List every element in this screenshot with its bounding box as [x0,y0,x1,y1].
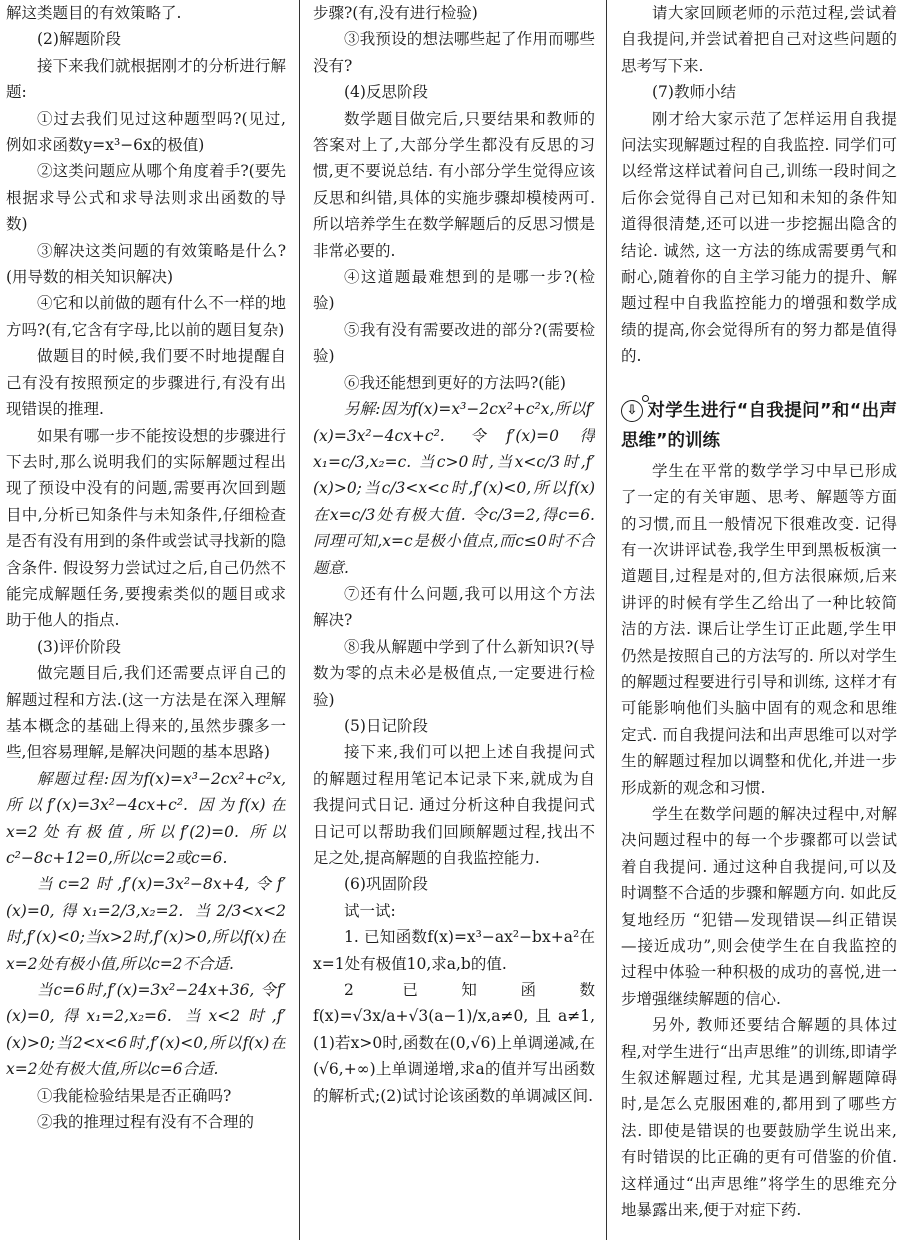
spacer [621,370,897,388]
column-right [621,0,897,1240]
paragraph: 接下来,我们可以把上述自我提问式的解题过程用笔记本记录下来,就成为自我提问式日记. 通过分析这种自我提问式日记可以帮助我们回顾解题过程,找出不足之处,提高解题的自我监控能力. [313,743,595,867]
solution-text: 解题过程:因为f(x)=x³−2cx²+c²x,所以f′(x)=3x²−4cx+c². 因为f(x)在x=2处有极值,所以f′(2)=0. 所以c²−8c+12=0,所以c=2或c=6. [6,769,286,867]
section-heading: (3)评价阶段 [37,637,121,656]
paragraph: 学生在数学问题的解决过程中,对解决问题过程中的每一个步骤都可以尝试着自我提问. 通过这种自我提问,可以及时调整不合适的步骤和解题方向. 如此反复地经历 “犯错—发现错误—纠正错误—接近成功”,则会使学生在自我监控的过程中体验一种积极的成功的喜悦,进一步增强继续解题的信心. [621,804,897,1008]
question-item: ⑦还有什么问题,我可以用这个方法解决? [313,584,595,630]
section-heading: (6)巩固阶段 [344,875,428,894]
paragraph: 刚才给大家示范了怎样运用自我提问法实现解题过程的自我监控. 同学们可以经常这样试着问自己,训练一段时间之后你会觉得自己对已知和未知的条件知道得很清楚,还可以进一步挖掘出隐含的结论. 诚然, 这一方法的练成需要勇气和耐心,随着你的自主学习能力的提升、解题过程中自我监控能力的增强和数学成绩的提高,你会觉得所有的努力都是值得的. [621,109,897,366]
paragraph: 接下来我们就根据刚才的分析进行解题: [6,56,286,102]
question-item: ③我预设的想法哪些起了作用而哪些没有? [313,30,595,75]
section-heading: (7)教师小结 [652,83,736,102]
paragraph: 试一试: [344,901,396,920]
paragraph: 做题目的时候,我们要不时地提醒自己有没有按照预定的步骤进行,有没有出现错误的推理. [6,347,286,419]
article-heading-text: 对学生进行“自我提问”和“出声思维”的训练 [621,400,897,451]
paragraph: 学生在平常的数学学习中早已形成了一定的有关审题、思考、解题等方面的习惯,而且一般情况下很难改变. 记得有一次讲评试卷,我学生甲到黑板板演一道题目,过程是对的,但方法很麻烦,后来讲评的时候有学生乙给出了一种比较简洁的方法. 课后让学生订正此题,学生甲仍然是按照自己的方法写的. 所以对学生的解题过程要进行引导和训练, 这样才有可能影响他们头脑中固有的观念和思维定式. 而自我提问法和出声思维可以对学生的解题过程加以调整和优化,并进一步形成新的观念和习惯. [621,461,897,797]
column-left [6,0,286,1240]
question-item: ⑤我有没有需要改进的部分?(需要检验) [313,320,595,366]
exercise-item: 1. 已知函数f(x)=x³−ax²−bx+a²在x=1处有极值10,求a,b的值. [313,928,595,973]
question-item: ②这类问题应从哪个角度着手?(要先根据求导公式和求导法则求出函数的导数) [6,162,286,234]
section-heading: (4)反思阶段 [344,83,428,102]
solution-text: 当c=2时,f′(x)=3x²−8x+4,令f′(x)=0,得x₁=2/3,x₂=2. 当2/3<x<2时,f′(x)<0;当x>2时,f′(x)>0,所以f(x)在x=2处有极小值,所以c=2不合适. [6,875,286,973]
column-divider [606,0,607,1240]
exercise-item: 2 已知函数f(x)=√3x/a+√3(a−1)/x,a≠0,且a≠1,(1)若x>0时,函数在(0,√6)上单调递减,在(√6,+∞)上单调递增,求a的值并写出函数的解析式;(2)试讨论该函数的单调减区间. [313,981,595,1105]
paragraph: 数学题目做完后,只要结果和教师的答案对上了,大部分学生都没有反思的习惯,更不要说总结. 有小部分学生觉得应该反思和纠错,具体的实施步骤却模棱两可. 所以培养学生在数学解题后的反思习惯是非常必要的. [313,109,595,260]
question-item: ①过去我们见过这种题型吗?(见过,例如求函数y=x³−6x的极值) [6,109,286,155]
section-heading: (2)解题阶段 [37,30,121,49]
arrow-down-circle-icon: ⇩ [621,400,643,422]
paragraph: 解这类题目的有效策略了. [6,4,182,22]
column-divider [299,0,300,1240]
question-item: ④它和以前做的题有什么不一样的地方吗?(有,它含有字母,比以前的题目复杂) [6,294,286,339]
question-item: ①我能检验结果是否正确吗? [37,1086,232,1105]
question-item: ⑥我还能想到更好的方法吗?(能) [344,373,566,392]
question-item: ②我的推理过程有没有不合理的 [37,1113,255,1132]
paragraph: 请大家回顾老师的示范过程,尝试着自我提问,并尝试着把自己对这些问题的思考写下来. [621,4,897,75]
question-item: ③解决这类问题的有效策略是什么?(用导数的相关知识解决) [6,241,286,287]
article-heading [621,396,897,456]
solution-text: 当c=6时,f′(x)=3x²−24x+36, 令f′(x)=0,得x₁=2,x₂=6. 当x<2时,f′(x)>0;当2<x<6时,f′(x)<0,所以f(x)在x=2处有极大值,所以c=6合适. [6,981,286,1079]
question-item: ④这道题最难想到的是哪一步?(检验) [313,268,595,313]
paragraph: 做完题目后,我们还需要点评自己的解题过程和方法.(这一方法是在深入理解基本概念的基础上得来的,虽然步骤多一些,但容易理解,是解决问题的基本思路) [6,664,286,762]
section-heading: (5)日记阶段 [344,716,428,735]
solution-text: 另解:因为f(x)=x³−2cx²+c²x,所以f′(x)=3x²−4cx+c². 令f′(x)=0得x₁=c/3,x₂=c. 当c>0时,当x<c/3时,f′(x)>0;当c/3<x<c时,f′(x)<0,所以f(x)在x=c/3处有极大值. 令c/3=2,得c=6. 同理可知,x=c是极小值点,而c≤0时不合题意. [313,400,595,577]
paragraph: 如果有哪一步不能按设想的步骤进行下去时,那么说明我们的实际解题过程出现了预设中没有的问题,需要再次回到题目中,分析已知条件与未知条件,仔细检查是否有没有用到的条件或尝试寻找新的隐含条件. 假设努力尝试过之后,自己仍然不能完成解题任务,要搜索类似的题目或求助于他人的指点. [6,426,286,630]
column-middle [313,0,595,1240]
question-item: ⑧我从解题中学到了什么新知识?(导数为零的点未必是极值点,一定要进行检验) [313,637,595,709]
paragraph: 步骤?(有,没有进行检验) [313,4,478,22]
paragraph: 另外, 教师还要结合解题的具体过程,对学生进行“出声思维”的训练,即请学生叙述解题过程, 尤其是遇到解题障碍时,是怎么克服困难的,都用到了哪些方法. 即使是错误的也要鼓励学生说出来,有时错误的比正确的更有可借鉴的价值. 这样通过“出声思维”将学生的思维充分地暴露出来,便于对症下药. [621,1016,897,1220]
